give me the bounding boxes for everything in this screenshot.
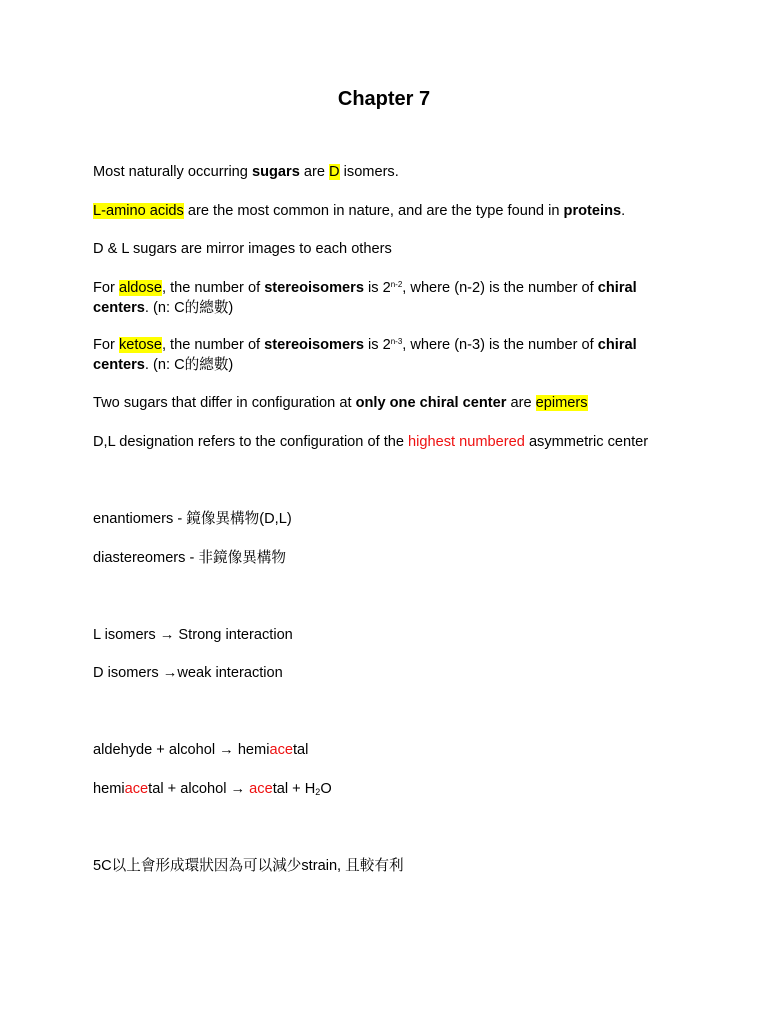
text-run: , where (n-2) is the number of bbox=[402, 280, 598, 296]
highlighted-term-l-amino-acids: L-amino acids bbox=[93, 203, 184, 219]
text-run: O bbox=[320, 781, 332, 797]
subscript-2: 2 bbox=[315, 787, 321, 797]
text-run: . (n: C的總數) bbox=[144, 299, 234, 316]
text-run: . (n: C的總數) bbox=[144, 356, 234, 373]
paragraph-enantiomers: enantiomers - 鏡像異構物(D,L) bbox=[93, 511, 292, 527]
paragraph-l-amino-acids bbox=[93, 202, 683, 222]
red-text-ace: ace bbox=[249, 781, 273, 797]
text-run: For bbox=[93, 337, 119, 353]
paragraph-l-isomers: L isomers → Strong interaction bbox=[93, 627, 293, 643]
paragraph-aldose bbox=[93, 279, 683, 318]
text-run: hemi bbox=[93, 781, 125, 797]
text-run: tal + alcohol → bbox=[148, 781, 250, 797]
text-run: For bbox=[93, 280, 119, 296]
paragraph-ketose bbox=[93, 336, 683, 375]
text-run: aldehyde + alcohol → hemi bbox=[93, 742, 270, 758]
bold-term-sugars: sugars bbox=[251, 164, 300, 180]
paragraph-mirror-images: D & L sugars are mirror images to each others bbox=[93, 241, 392, 257]
text-run: are the most common in nature, and are the type found in bbox=[183, 203, 564, 219]
bold-term-stereoisomers: stereoisomers bbox=[264, 280, 364, 296]
bold-term-only-one-chiral-center: only one chiral center bbox=[355, 395, 507, 411]
text-run: are bbox=[299, 164, 330, 180]
text-run: , the number of bbox=[161, 280, 265, 296]
text-run: Most naturally occurring bbox=[93, 164, 252, 180]
bold-term-stereoisomers: stereoisomers bbox=[264, 337, 364, 353]
superscript-exponent: n-3 bbox=[390, 337, 403, 346]
highlighted-term-aldose: aldose bbox=[118, 280, 162, 296]
text-run: Two sugars that differ in configuration at bbox=[93, 395, 356, 411]
bold-term-proteins: proteins bbox=[563, 203, 622, 219]
red-term-highest-numbered: highest numbered bbox=[408, 434, 525, 450]
highlighted-term-d: D bbox=[329, 164, 340, 180]
paragraph-diastereomers: diastereomers - 非鏡像異構物 bbox=[93, 550, 286, 566]
paragraph-d-isomers: D isomers →weak interaction bbox=[93, 665, 283, 681]
text-run: isomers. bbox=[339, 164, 399, 180]
text-run: asymmetric center bbox=[524, 434, 649, 450]
red-text-ace: ace bbox=[269, 742, 293, 758]
paragraph-acetal-formation bbox=[93, 780, 683, 800]
paragraph-hemiacetal-formation bbox=[93, 741, 683, 761]
text-run: tal bbox=[292, 742, 309, 758]
paragraph-epimers bbox=[93, 394, 683, 414]
text-run: is 2 bbox=[363, 280, 391, 296]
text-run: , the number of bbox=[161, 337, 265, 353]
superscript-exponent: n-2 bbox=[390, 280, 403, 289]
paragraph-ring-formation: 5C以上會形成環狀因為可以減少strain, 且較有利 bbox=[93, 858, 404, 874]
highlighted-term-epimers: epimers bbox=[535, 395, 588, 411]
bold-term-chiral-centers: chiral centers bbox=[93, 280, 637, 316]
paragraph-sugars-d-isomers bbox=[93, 163, 683, 183]
text-run: is 2 bbox=[363, 337, 391, 353]
page-title: Chapter 7 bbox=[337, 88, 431, 110]
paragraph-dl-designation bbox=[93, 433, 653, 453]
highlighted-term-ketose: ketose bbox=[118, 337, 162, 353]
text-run: D,L designation refers to the configuration of the bbox=[93, 434, 409, 450]
bold-term-chiral-centers: chiral centers bbox=[93, 337, 637, 373]
text-run: , where (n-3) is the number of bbox=[402, 337, 598, 353]
red-text-ace: ace bbox=[124, 781, 149, 797]
text-run: . bbox=[621, 203, 626, 219]
text-run: tal + H bbox=[272, 781, 316, 797]
text-run: are bbox=[506, 395, 536, 411]
